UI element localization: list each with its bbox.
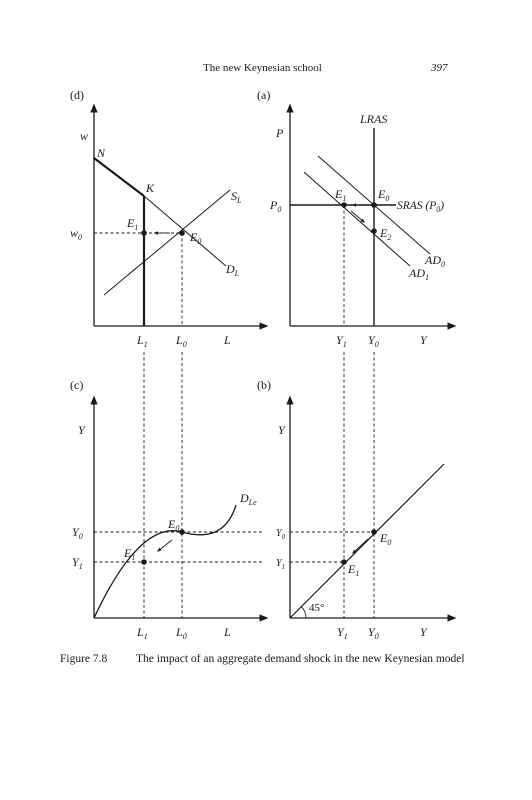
panel-d-tag: (d) [70,88,84,102]
arrow-E0-to-E1-b [353,539,368,553]
curve-N [94,158,144,196]
panel-b-x-label: Y [420,625,427,639]
ad1-curve [304,172,410,266]
label-sras: SRAS $(P_0)$ [397,200,445,214]
label-E0-b: $E_0$ [380,531,392,547]
panel-d-x-label: L [224,333,231,347]
label-E1-d: $E_1$ [127,216,139,232]
label-DLe: $D_{Le}$ [240,491,257,507]
label-SL: $S_L$ [231,189,242,205]
label-Y0-b: $Y_0$ [276,528,286,541]
point-E0-d [179,230,185,236]
label-X1-b: $Y_1$ [337,625,348,641]
label-Y0-c: $Y_0$ [72,525,83,541]
label-E1-a: $E_1$ [335,187,347,203]
label-DL: $D_L$ [226,262,240,278]
arrow-E0-to-E1-c [158,540,172,551]
label-E0-a: $E_0$ [378,187,390,203]
label-L0-d: $L_0$ [176,333,187,349]
label-Y0-a: $Y_0$ [368,333,379,349]
label-E0-c: $E_0$ [168,517,180,533]
label-L1-c: $L_1$ [137,625,148,641]
angle-arc [301,607,306,618]
panel-a-y-label: P [276,126,284,140]
panel-c-y-label: Y [78,423,85,437]
label-AD0: $AD_0$ [425,253,445,269]
label-E1-c: $E_1$ [124,546,136,562]
label-45-degrees: 45° [309,602,325,614]
label-K: K [146,181,155,195]
label-L0-c: $L_0$ [176,625,187,641]
label-E0-d: $E_0$ [190,230,202,246]
point-E1-d [141,230,147,236]
panel-c [70,378,264,641]
label-P0: $P_0$ [270,198,282,214]
panel-c-tag: (c) [70,378,84,392]
arrow-E1-to-E2-a [351,211,364,222]
label-X0-b: $Y_0$ [368,625,379,641]
label-L1-d: $L_1$ [137,333,148,349]
panel-d [70,88,264,349]
figure-caption-text: The impact of an aggregate demand shock in the new Keynesian model [136,653,465,665]
point-E1-a [341,202,347,208]
label-Y1-c: $Y_1$ [72,555,83,571]
production-curve-DLe [94,505,236,618]
label-AD1: $AD_1$ [409,266,429,282]
panel-d-y-label: w [80,129,89,143]
label-E1-b: $E_1$ [348,562,360,578]
running-header-title: The new Keynesian school [203,62,322,74]
label-E2-a: $E_2$ [380,226,392,242]
figure-number: Figure 7.8 [60,653,108,665]
45-degree-line [290,464,444,618]
label-Y1-a: $Y_1$ [336,333,347,349]
labour-demand-curve-DL [144,196,226,266]
page-number: 397 [431,62,448,74]
labour-supply-curve-SL [104,190,230,295]
panel-a [257,88,452,349]
label-w0: $w_0$ [70,226,83,242]
point-E0-a [371,202,377,208]
panel-b-y-label: Y [278,423,285,437]
panel-a-x-label: Y [420,333,427,347]
label-Y1-b: $Y_1$ [276,558,286,571]
point-E2-a [371,228,377,234]
panel-b [257,378,452,641]
panel-a-tag: (a) [257,88,271,102]
label-lras: LRAS [360,112,388,126]
panel-c-x-label: L [224,625,231,639]
label-N: N [97,146,106,160]
panel-b-tag: (b) [257,378,271,392]
